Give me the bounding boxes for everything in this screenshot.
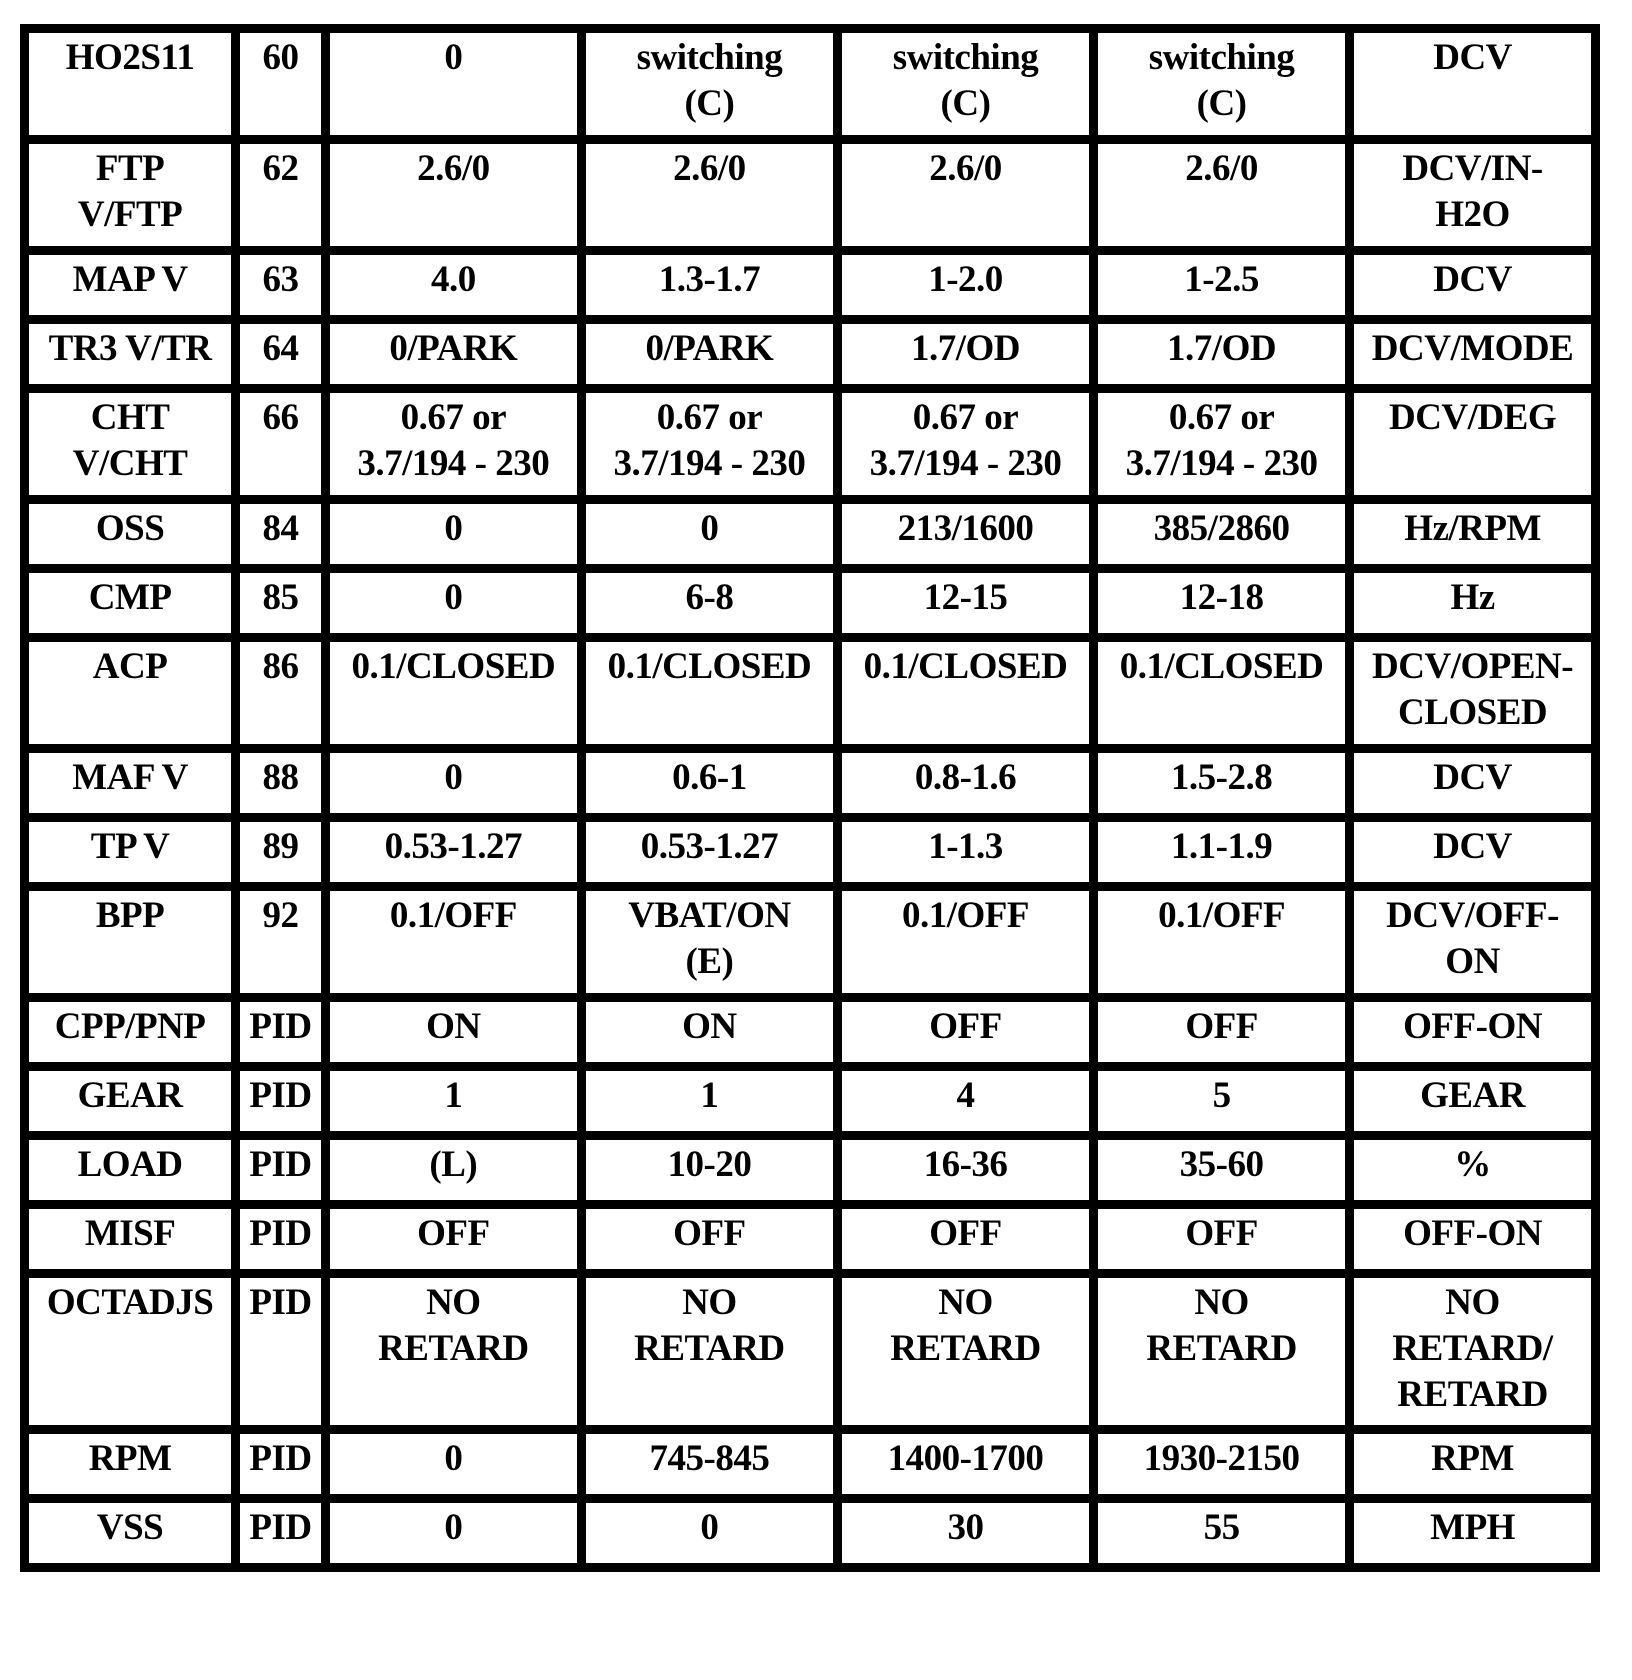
value-cell-1: 0.1/OFF bbox=[330, 891, 577, 993]
value-cell-3: 0.1/CLOSED bbox=[842, 642, 1089, 744]
signal-name-cell: FTP V/FTP bbox=[29, 144, 231, 246]
value-cell-2: 0.1/CLOSED bbox=[586, 642, 833, 744]
table-body bbox=[29, 33, 1591, 1563]
value-cell-1: 0 bbox=[330, 573, 577, 633]
table-row bbox=[29, 891, 1591, 993]
unit-cell: Hz/RPM bbox=[1354, 504, 1591, 564]
signal-name-cell: CMP bbox=[29, 573, 231, 633]
value-cell-4: 12-18 bbox=[1098, 573, 1345, 633]
value-cell-1: NO RETARD bbox=[330, 1278, 577, 1425]
pid-number-cell: PID bbox=[240, 1434, 321, 1494]
value-cell-3: OFF bbox=[842, 1209, 1089, 1269]
signal-name-cell: BPP bbox=[29, 891, 231, 993]
table-row bbox=[29, 393, 1591, 495]
unit-cell: % bbox=[1354, 1140, 1591, 1200]
signal-name-cell: VSS bbox=[29, 1503, 231, 1563]
value-cell-1: 0 bbox=[330, 504, 577, 564]
value-cell-2: 0.53-1.27 bbox=[586, 822, 833, 882]
signal-name-cell: MAP V bbox=[29, 255, 231, 315]
unit-cell: RPM bbox=[1354, 1434, 1591, 1494]
value-cell-2: NO RETARD bbox=[586, 1278, 833, 1425]
value-cell-3: OFF bbox=[842, 1002, 1089, 1062]
value-cell-2: 0.6-1 bbox=[586, 753, 833, 813]
value-cell-4: 1930-2150 bbox=[1098, 1434, 1345, 1494]
value-cell-4: 0.1/CLOSED bbox=[1098, 642, 1345, 744]
value-cell-3: 1-1.3 bbox=[842, 822, 1089, 882]
value-cell-1: OFF bbox=[330, 1209, 577, 1269]
value-cell-3: 1-2.0 bbox=[842, 255, 1089, 315]
unit-cell: OFF-ON bbox=[1354, 1002, 1591, 1062]
value-cell-4: 2.6/0 bbox=[1098, 144, 1345, 246]
table-row bbox=[29, 33, 1591, 135]
value-cell-2: 0 bbox=[586, 504, 833, 564]
value-cell-3: 2.6/0 bbox=[842, 144, 1089, 246]
unit-cell: DCV/IN- H2O bbox=[1354, 144, 1591, 246]
pid-number-cell: 88 bbox=[240, 753, 321, 813]
pid-number-cell: PID bbox=[240, 1140, 321, 1200]
value-cell-1: 2.6/0 bbox=[330, 144, 577, 246]
value-cell-1: 0.53-1.27 bbox=[330, 822, 577, 882]
signal-name-cell: MAF V bbox=[29, 753, 231, 813]
unit-cell: Hz bbox=[1354, 573, 1591, 633]
value-cell-1: 0/PARK bbox=[330, 324, 577, 384]
table-row bbox=[29, 573, 1591, 633]
pid-number-cell: 89 bbox=[240, 822, 321, 882]
unit-cell: MPH bbox=[1354, 1503, 1591, 1563]
unit-cell: DCV/MODE bbox=[1354, 324, 1591, 384]
value-cell-4: 1-2.5 bbox=[1098, 255, 1345, 315]
unit-cell: DCV bbox=[1354, 33, 1591, 135]
pid-number-cell: 64 bbox=[240, 324, 321, 384]
value-cell-2: 10-20 bbox=[586, 1140, 833, 1200]
signal-name-cell: RPM bbox=[29, 1434, 231, 1494]
value-cell-3: 0.67 or 3.7/194 - 230 bbox=[842, 393, 1089, 495]
value-cell-3: 16-36 bbox=[842, 1140, 1089, 1200]
unit-cell: GEAR bbox=[1354, 1071, 1591, 1131]
value-cell-1: ON bbox=[330, 1002, 577, 1062]
value-cell-3: 0.1/OFF bbox=[842, 891, 1089, 993]
pid-number-cell: 85 bbox=[240, 573, 321, 633]
table-row bbox=[29, 1278, 1591, 1425]
value-cell-3: 0.8-1.6 bbox=[842, 753, 1089, 813]
unit-cell: DCV/OFF- ON bbox=[1354, 891, 1591, 993]
signal-name-cell: HO2S11 bbox=[29, 33, 231, 135]
pid-number-cell: 84 bbox=[240, 504, 321, 564]
table-row bbox=[29, 822, 1591, 882]
pid-number-cell: 63 bbox=[240, 255, 321, 315]
value-cell-3: 4 bbox=[842, 1071, 1089, 1131]
value-cell-3: NO RETARD bbox=[842, 1278, 1089, 1425]
signal-name-cell: CPP/PNP bbox=[29, 1002, 231, 1062]
value-cell-4: OFF bbox=[1098, 1002, 1345, 1062]
value-cell-4: 0.1/OFF bbox=[1098, 891, 1345, 993]
pid-number-cell: PID bbox=[240, 1071, 321, 1131]
value-cell-2: 0 bbox=[586, 1503, 833, 1563]
value-cell-3: 1.7/OD bbox=[842, 324, 1089, 384]
value-cell-4: 35-60 bbox=[1098, 1140, 1345, 1200]
value-cell-4: 385/2860 bbox=[1098, 504, 1345, 564]
value-cell-3: 30 bbox=[842, 1503, 1089, 1563]
unit-cell: DCV bbox=[1354, 255, 1591, 315]
value-cell-4: 1.5-2.8 bbox=[1098, 753, 1345, 813]
unit-cell: DCV/OPEN- CLOSED bbox=[1354, 642, 1591, 744]
value-cell-4: 1.7/OD bbox=[1098, 324, 1345, 384]
value-cell-4: 1.1-1.9 bbox=[1098, 822, 1345, 882]
signal-name-cell: CHT V/CHT bbox=[29, 393, 231, 495]
pid-number-cell: 92 bbox=[240, 891, 321, 993]
unit-cell: DCV/DEG bbox=[1354, 393, 1591, 495]
pid-number-cell: 62 bbox=[240, 144, 321, 246]
table-row bbox=[29, 1071, 1591, 1131]
pid-number-cell: 86 bbox=[240, 642, 321, 744]
value-cell-3: 213/1600 bbox=[842, 504, 1089, 564]
signal-name-cell: TR3 V/TR bbox=[29, 324, 231, 384]
value-cell-2: 1 bbox=[586, 1071, 833, 1131]
value-cell-3: 1400-1700 bbox=[842, 1434, 1089, 1494]
value-cell-2: 2.6/0 bbox=[586, 144, 833, 246]
value-cell-1: 0 bbox=[330, 1434, 577, 1494]
unit-cell: NO RETARD/ RETARD bbox=[1354, 1278, 1591, 1425]
value-cell-2: OFF bbox=[586, 1209, 833, 1269]
table-row bbox=[29, 324, 1591, 384]
pid-number-cell: PID bbox=[240, 1503, 321, 1563]
pid-number-cell: PID bbox=[240, 1209, 321, 1269]
signal-name-cell: MISF bbox=[29, 1209, 231, 1269]
pid-values-table bbox=[20, 24, 1600, 1572]
value-cell-2: 0/PARK bbox=[586, 324, 833, 384]
value-cell-3: 12-15 bbox=[842, 573, 1089, 633]
value-cell-1: 0 bbox=[330, 33, 577, 135]
value-cell-1: 0.1/CLOSED bbox=[330, 642, 577, 744]
table-row bbox=[29, 1434, 1591, 1494]
table-row bbox=[29, 1002, 1591, 1062]
value-cell-2: ON bbox=[586, 1002, 833, 1062]
value-cell-2: switching (C) bbox=[586, 33, 833, 135]
value-cell-4: 55 bbox=[1098, 1503, 1345, 1563]
unit-cell: DCV bbox=[1354, 822, 1591, 882]
value-cell-4: OFF bbox=[1098, 1209, 1345, 1269]
value-cell-3: switching (C) bbox=[842, 33, 1089, 135]
table-row bbox=[29, 642, 1591, 744]
value-cell-2: 6-8 bbox=[586, 573, 833, 633]
pid-number-cell: 60 bbox=[240, 33, 321, 135]
pid-number-cell: PID bbox=[240, 1002, 321, 1062]
table-row bbox=[29, 1503, 1591, 1563]
value-cell-2: 0.67 or 3.7/194 - 230 bbox=[586, 393, 833, 495]
value-cell-1: 4.0 bbox=[330, 255, 577, 315]
table-row bbox=[29, 255, 1591, 315]
value-cell-4: 5 bbox=[1098, 1071, 1345, 1131]
pid-number-cell: PID bbox=[240, 1278, 321, 1425]
value-cell-1: 0.67 or 3.7/194 - 230 bbox=[330, 393, 577, 495]
signal-name-cell: GEAR bbox=[29, 1071, 231, 1131]
pid-table-container bbox=[20, 24, 1600, 1572]
table-row bbox=[29, 1140, 1591, 1200]
value-cell-4: switching (C) bbox=[1098, 33, 1345, 135]
value-cell-1: 1 bbox=[330, 1071, 577, 1131]
table-row bbox=[29, 504, 1591, 564]
unit-cell: DCV bbox=[1354, 753, 1591, 813]
value-cell-2: VBAT/ON (E) bbox=[586, 891, 833, 993]
value-cell-4: 0.67 or 3.7/194 - 230 bbox=[1098, 393, 1345, 495]
unit-cell: OFF-ON bbox=[1354, 1209, 1591, 1269]
value-cell-1: 0 bbox=[330, 1503, 577, 1563]
pid-number-cell: 66 bbox=[240, 393, 321, 495]
signal-name-cell: LOAD bbox=[29, 1140, 231, 1200]
value-cell-1: 0 bbox=[330, 753, 577, 813]
value-cell-2: 745-845 bbox=[586, 1434, 833, 1494]
signal-name-cell: ACP bbox=[29, 642, 231, 744]
signal-name-cell: OSS bbox=[29, 504, 231, 564]
table-row bbox=[29, 753, 1591, 813]
value-cell-4: NO RETARD bbox=[1098, 1278, 1345, 1425]
value-cell-1: (L) bbox=[330, 1140, 577, 1200]
signal-name-cell: OCTADJS bbox=[29, 1278, 231, 1425]
table-row bbox=[29, 1209, 1591, 1269]
signal-name-cell: TP V bbox=[29, 822, 231, 882]
value-cell-2: 1.3-1.7 bbox=[586, 255, 833, 315]
table-row bbox=[29, 144, 1591, 246]
